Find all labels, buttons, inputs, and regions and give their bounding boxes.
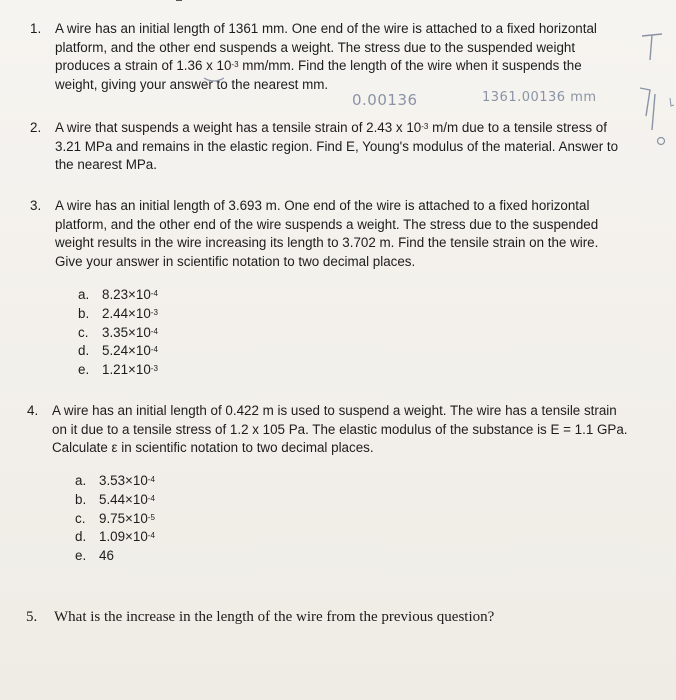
circle-mark <box>658 138 665 145</box>
l-mark <box>670 98 674 106</box>
option-letter: c. <box>78 324 89 340</box>
text-run: A wire that suspends a weight has a tensile strain of 2.43 x 10 <box>55 120 422 135</box>
answer-option-d[interactable] <box>78 342 158 361</box>
option-value: 1.09×10 <box>99 529 148 545</box>
question-line: Calculate ε in scientific notation to two decimal places. <box>52 440 374 456</box>
option-value: 1.21×10 <box>102 362 151 378</box>
question-number: 1. <box>30 21 42 36</box>
strain-underline-curve <box>204 78 224 81</box>
option-value: 5.44×10 <box>99 491 148 507</box>
question-text <box>52 402 628 458</box>
exponent: -3 <box>421 122 429 131</box>
answer-option-d[interactable] <box>75 528 155 547</box>
exponent: -4 <box>147 493 155 503</box>
option-letter: a. <box>75 473 87 488</box>
answer-options-q4 <box>75 472 155 566</box>
handwritten-strain: 0.00136 <box>352 91 418 109</box>
option-value: 2.44×10 <box>102 305 151 321</box>
answer-option-b[interactable] <box>78 305 158 324</box>
option-value: 46 <box>99 548 114 564</box>
answer-option-a[interactable] <box>75 472 155 491</box>
option-letter: b. <box>75 491 87 507</box>
t-mark-top <box>642 34 662 60</box>
option-letter: d. <box>78 343 90 359</box>
option-value: 8.23×10 <box>102 287 151 302</box>
exponent: -3 <box>150 364 158 374</box>
answer-option-e[interactable] <box>78 361 158 380</box>
exponent: -3 <box>231 60 239 70</box>
question-line: weight, giving your answer to the nearest mm. <box>55 76 329 92</box>
question-line: A wire has an initial length of 0.422 m is used to suspend a weight. The wire has a tensile strain <box>52 403 617 418</box>
answer-options-q3 <box>78 286 158 380</box>
exponent: -4 <box>147 531 155 541</box>
question-line: the nearest MPa. <box>55 157 157 173</box>
handwritten-length: 1361.00136 mm <box>482 90 597 105</box>
question-number: 5. <box>26 609 38 625</box>
exponent: -5 <box>147 512 155 522</box>
question-text <box>55 197 598 271</box>
text-run: produces a strain of 1.36 x 10 <box>55 58 232 74</box>
text-run: m/m due to a tensile stress of <box>428 120 607 135</box>
question-number: 2. <box>30 120 42 135</box>
option-letter: d. <box>75 529 87 545</box>
option-letter: e. <box>75 548 87 564</box>
question-text <box>55 119 618 175</box>
answer-option-e[interactable] <box>75 547 155 566</box>
option-value: 9.75×10 <box>99 510 148 526</box>
exponent: -4 <box>150 345 158 355</box>
question-number: 3. <box>30 198 42 213</box>
question-line <box>55 119 618 138</box>
question-number: 4. <box>27 403 39 418</box>
question-line: on it due to a tensile stress of 1.2 x 105 Pa. The elastic modulus of the substance is E = 1.1 GPa. <box>52 421 628 437</box>
option-letter: c. <box>75 510 86 526</box>
bracket-mark <box>640 88 655 130</box>
question-line: weight results in the wire increasing its length to 3.702 m. Find the tensile strain on the wire. <box>55 235 599 251</box>
question-line: A wire has an initial length of 1361 mm. One end of the wire is attached to a fixed horizontal <box>55 21 597 36</box>
text-run: mm/mm. Find the length of the wire when it suspends the <box>238 58 582 74</box>
question-line: A wire has an initial length of 3.693 m. One end of the wire is attached to a fixed horizontal <box>55 198 590 213</box>
question-text: What is the increase in the length of the wire from the previous question? <box>54 609 495 625</box>
exponent: -4 <box>147 475 155 484</box>
question-line: 3.21 MPa and remains in the elastic region. Find E, Young's modulus of the material. Answer to <box>55 138 619 154</box>
option-letter: a. <box>78 287 90 302</box>
answer-option-a[interactable] <box>78 286 158 305</box>
question-line: Give your answer in scientific notation to two decimal places. <box>55 253 416 269</box>
exponent: -4 <box>150 289 158 298</box>
answer-option-b[interactable] <box>75 491 155 510</box>
exponent: -4 <box>150 326 158 336</box>
question-line: platform, and the other end suspends a weight. The stress due to the suspended weight <box>55 39 576 55</box>
exponent: -3 <box>150 307 158 317</box>
option-value: 5.24×10 <box>102 343 151 359</box>
answer-option-c[interactable] <box>75 510 155 529</box>
option-value: 3.35×10 <box>102 324 151 340</box>
option-letter: b. <box>78 305 90 321</box>
question-line: platform, and the other end of the wire suspends a weight. The stress due to the suspended <box>55 216 599 232</box>
option-value: 3.53×10 <box>99 473 148 488</box>
answer-option-c[interactable] <box>78 324 158 343</box>
option-letter: e. <box>78 362 90 378</box>
